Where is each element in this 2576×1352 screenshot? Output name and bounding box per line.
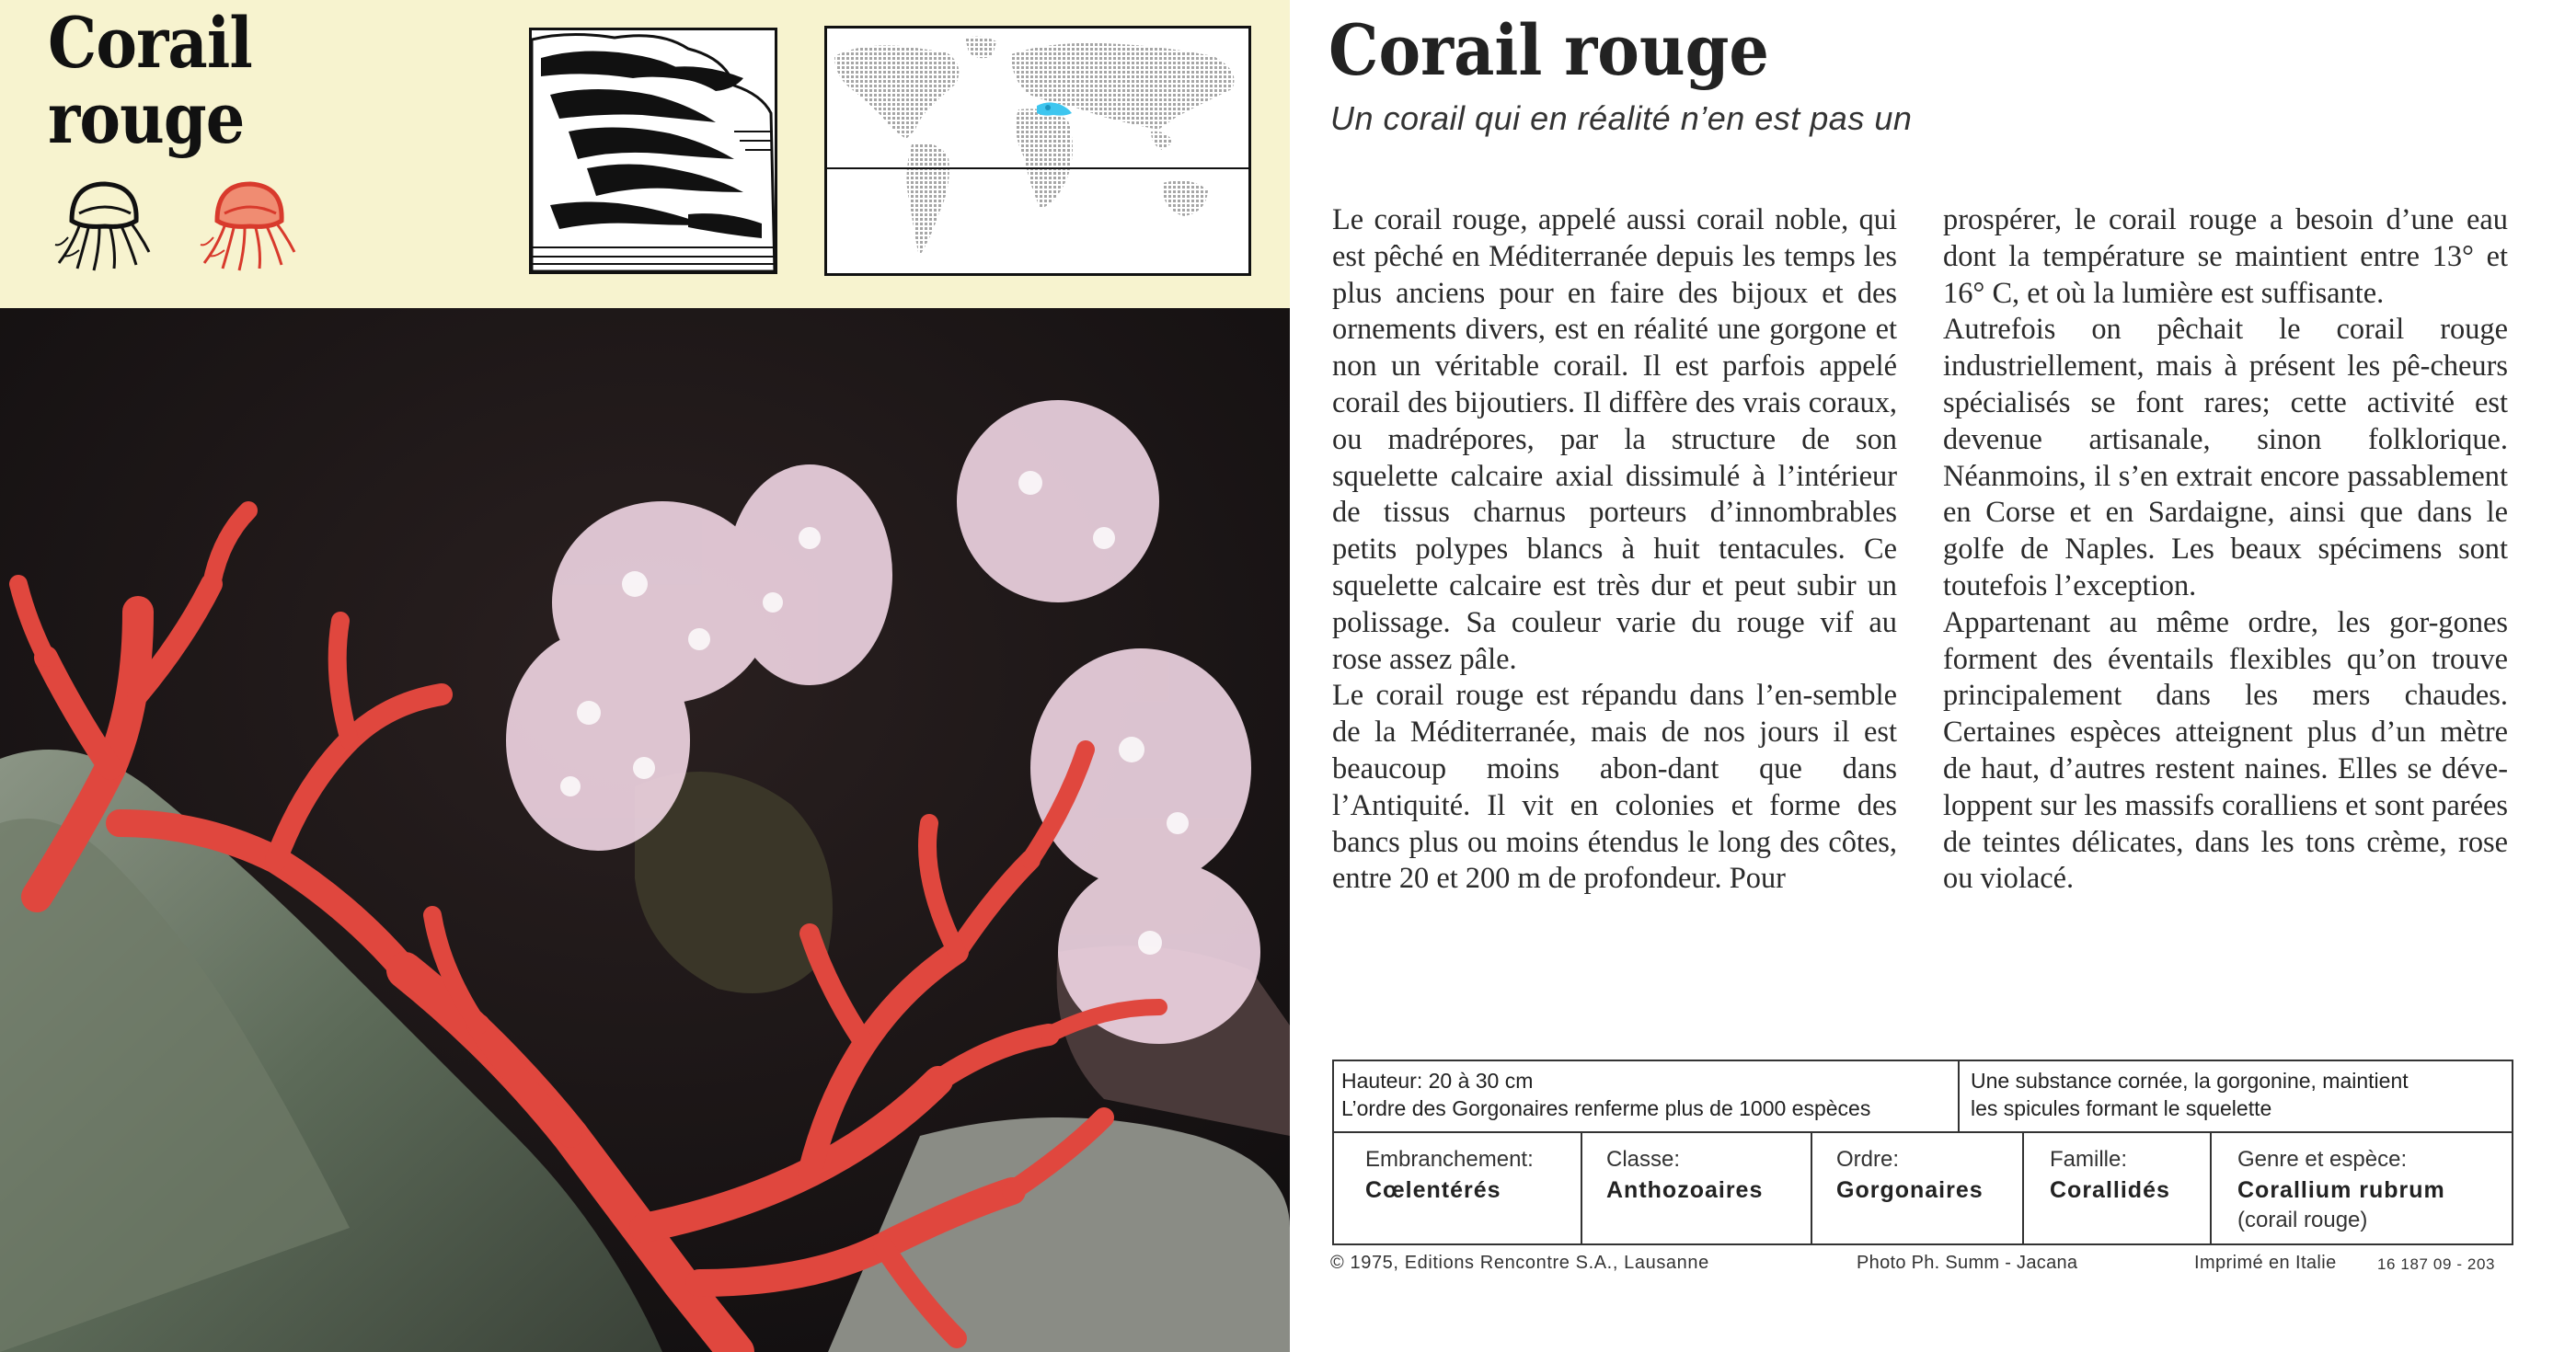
divider (1958, 1061, 1960, 1131)
classification-family (2050, 1131, 2215, 1245)
card-back (1290, 0, 2576, 1352)
article-column-1 (1332, 202, 1897, 898)
paragraph: Le corail rouge, appelé aussi corail noble, qui est pêché en Méditerranée depuis les temps les plus anciens pour en faire des bijoux et des ornements divers, est en réalité une gorgone et non un véritable corail. Il est parfois appelé corail des bijoutiers. Il diffère des vrais coraux, ou madrépores, par la structure de son squelette calcaire axial dissimulé à l’intérieur de tissus charnus porteurs d’innombrables petits polypes blancs à huit tentacules. Ce squelette calcaire est très dur et peut subir un polissage. Sa couleur varie du rouge vif au rose assez pâle. (1332, 203, 1897, 676)
paragraph: Appartenant au même ordre, les gor-gones forment des éventails flexibles qu’on trouve principalement dans les mers chaudes. Certaines espèces atteignent plus d’un mètre de haut, d’autres restent naines. Elles se déve-loppent sur les massifs coralliens et sont parées de teintes délicates, dans les tons crème, rose ou violacé. (1943, 605, 2508, 896)
classification-value: Anthozoaires (1606, 1177, 1764, 1203)
classification-class (1606, 1131, 1818, 1245)
classification-order (1836, 1131, 2030, 1245)
footer-printed: Imprimé en Italie (2194, 1253, 2337, 1273)
article-title: Corail rouge (1328, 9, 1769, 91)
paragraph: Autrefois on pêchait le corail rouge industriellement, mais à présent les pê-cheurs spécialisés se font rares; cette activité est devenue artisanale, sinon folklorique. Néanmoins, il s’en extrait encore passablement en Corse et en Sardaigne, ainsi que dans le golfe de Naples. Les beaux spécimens sont toutefois l’exception. (1943, 313, 2508, 602)
classification-species (2237, 1131, 2510, 1245)
classification-value: Cœlentérés (1365, 1177, 1501, 1203)
article-subtitle: Un corail qui en réalité n’en est pas un (1330, 99, 1913, 137)
jellyfish-red-icon (197, 173, 298, 274)
fact-box (1332, 1060, 2513, 1245)
classification-phylum (1365, 1131, 1586, 1245)
classification-label: Famille: (2050, 1147, 2128, 1172)
substance-fact-line1: Une substance cornée, la gorgonine, maintient (1971, 1069, 2409, 1093)
fact-box-top (1334, 1061, 2512, 1133)
jellyfish-black-icon (52, 173, 153, 274)
divider (2210, 1131, 2212, 1245)
common-name: (corail rouge) (2237, 1208, 2368, 1232)
substance-fact (1971, 1067, 2409, 1122)
footer-copyright: © 1975, Editions Rencontre S.A., Lausanne (1330, 1253, 1709, 1273)
classification-value: Gorgonaires (1836, 1177, 1984, 1203)
classification-value: Corallium rubrum (2237, 1177, 2445, 1203)
height-fact: Hauteur: 20 à 30 cm (1341, 1069, 1534, 1093)
classification-value: Corallidés (2050, 1177, 2170, 1203)
divider (1811, 1131, 1812, 1245)
classification-label: Ordre: (1836, 1147, 1900, 1172)
world-map-icon (824, 26, 1251, 276)
classification-label: Genre et espèce: (2237, 1147, 2408, 1172)
habitat-rock-icon (529, 28, 777, 274)
card-title-line1: Corail (48, 2, 252, 84)
paragraph: Le corail rouge est répandu dans l’en-semble de la Méditerranée, mais de nos jours il est beaucoup moins abon-dant que dans l’Antiquité. Il vit en colonies et forme des bancs plus ou moins étendus le long des côtes, entre 20 et 200 m de profondeur. Pour (1332, 679, 1897, 896)
order-fact: L’ordre des Gorgonaires renferme plus de 1000 espèces (1341, 1096, 1871, 1120)
coral-photo (0, 308, 1290, 1352)
footer-photo-credit: Photo Ph. Summ - Jacana (1857, 1253, 2078, 1273)
fact-notes (1341, 1067, 1870, 1122)
card-title (48, 2, 372, 159)
divider (1581, 1131, 1582, 1245)
article-column-2 (1943, 202, 2508, 898)
card-title-line2: rouge (48, 77, 245, 159)
classification-label: Embranchement: (1365, 1147, 1534, 1172)
footer-code: 16 187 09 - 203 (2377, 1255, 2496, 1273)
substance-fact-line2: les spicules formant le squelette (1971, 1096, 2272, 1120)
paragraph: prospérer, le corail rouge a besoin d’une eau dont la température se maintient entre 13° et 16° C, et où la lumière est suffisante. (1943, 203, 2508, 310)
divider (2022, 1131, 2024, 1245)
classification-label: Classe: (1606, 1147, 1681, 1172)
